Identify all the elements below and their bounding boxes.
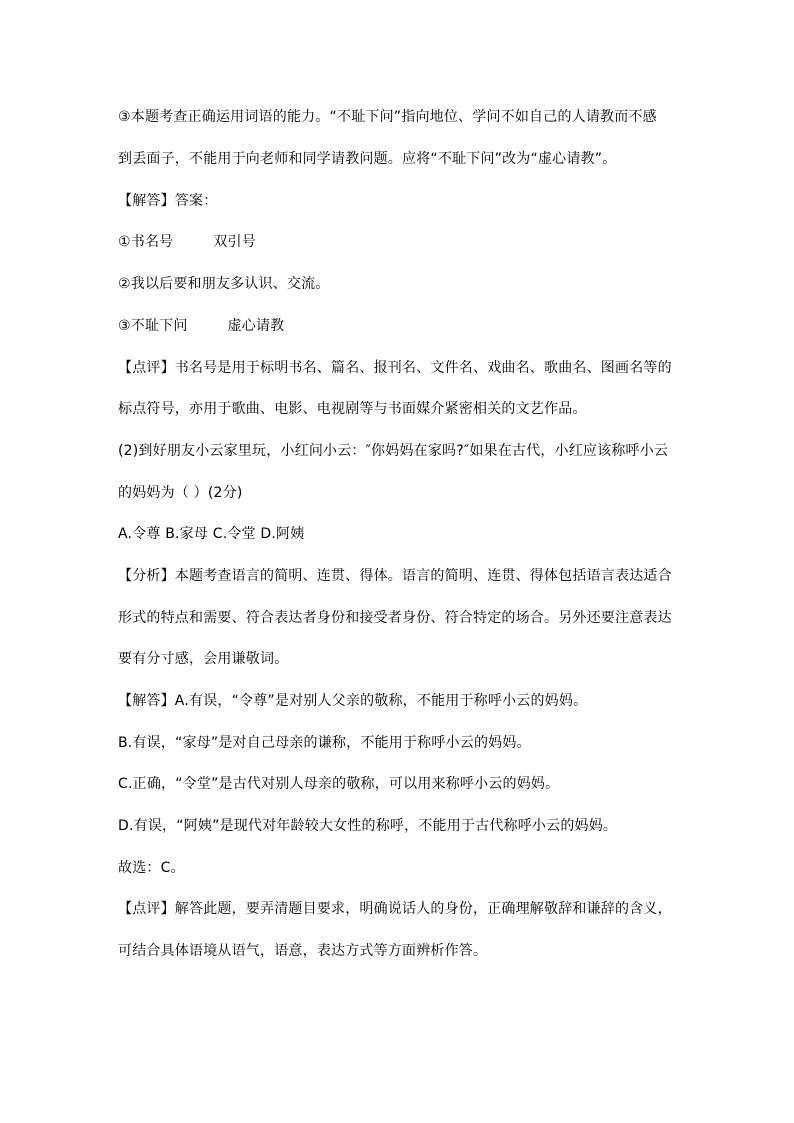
text-line-20: 【点评】解答此题，要弄清题目要求，明确说话人的身份，正确理解敬辞和谦辞的含义，	[118, 901, 672, 917]
text-line-2: 到丢面子，不能用于向老师和同学请教问题。应将“不耻下问”改为“虚心请教”。	[118, 151, 617, 167]
text-line-17: C.正确，“令堂”是古代对别人母亲的敬称，可以用来称呼小云的妈妈。	[118, 776, 560, 792]
text-line-7: 【点评】书名号是用于标明书名、篇名、报刊名、文件名、戏曲名、歌曲名、图画名等的	[118, 360, 672, 376]
text-line-5: ②我以后要和朋友多认识、交流。	[118, 276, 330, 292]
text-line-1: ③本题考查正确运用词语的能力。“不耻下问”指向地位、学问不如自己的人请教而不感	[118, 109, 657, 125]
text-line-14: 要有分寸感，会用谦敬词。	[118, 651, 289, 667]
text-line-11: A.令尊 B.家母 C.令堂 D.阿姨	[118, 526, 305, 542]
text-line-4	[118, 233, 256, 251]
answer-1a: ①书名号	[118, 234, 174, 250]
text-line-19: 故选：C。	[118, 860, 185, 876]
answer-3a: ③不耻下问	[118, 318, 188, 334]
text-line-6	[118, 317, 284, 335]
text-line-16: B.有误，“家母”是对自己母亲的谦称，不能用于称呼小云的妈妈。	[118, 735, 531, 751]
answer-3b: 虚心请教	[227, 318, 285, 334]
text-line-13: 形式的特点和需要、符合表达者身份和接受者身份、符合特定的场合。另外还要注意表达	[118, 610, 672, 626]
text-line-15: 【解答】A.有误，“令尊”是对别人父亲的敬称，不能用于称呼小云的妈妈。	[118, 693, 588, 709]
text-line-3: 【解答】答案：	[118, 193, 218, 209]
answer-1b: 双引号	[213, 234, 256, 250]
text-line-18: D.有误，“阿姨”是现代对年龄较大女性的称呼，不能用于古代称呼小云的妈妈。	[118, 818, 618, 834]
text-line-10: 的妈妈为（ ）(2分)	[118, 485, 243, 501]
text-line-8: 标点符号，亦用于歌曲、电影、电视剧等与书面媒介紧密相关的文艺作品。	[118, 401, 587, 417]
text-line-12: 【分析】本题考查语言的简明、连贯、得体。语言的简明、连贯、得体包括语言表达适合	[118, 568, 672, 584]
text-line-21: 可结合具体语境从语气，语意，表达方式等方面辨析作答。	[118, 943, 488, 959]
text-line-9: (2)到好朋友小云家里玩，小红问小云：″你妈妈在家吗?″如果在古代，小红应该称呼小云	[118, 443, 669, 459]
